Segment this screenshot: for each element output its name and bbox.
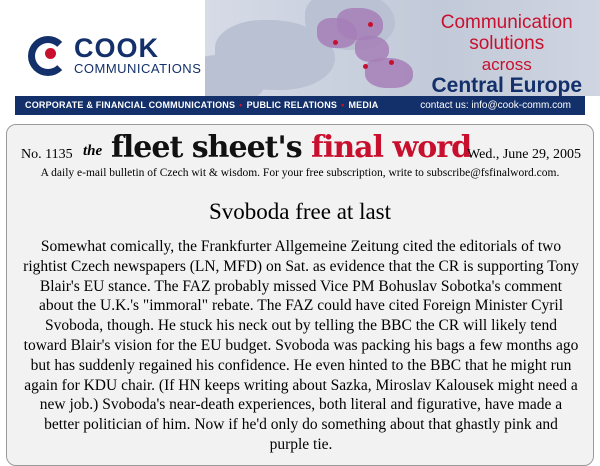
contact-email-link[interactable]: contact us: info@cook-comm.com bbox=[420, 100, 571, 111]
newsletter-panel bbox=[6, 124, 594, 466]
banner-nav-bar: CORPORATE & FINANCIAL COMMUNICATIONS • PUBLIC RELATIONS • MEDIA contact us: info@cook-comm.com bbox=[15, 96, 585, 115]
subscription-line: A daily e-mail bulletin of Czech wit & wisdom. For your free subscription, write to subscribe@fsfinalword.com. bbox=[40, 167, 560, 179]
europe-map-image bbox=[205, 0, 600, 96]
issue-number: No. 1135 bbox=[21, 147, 73, 162]
masthead-the: the bbox=[83, 143, 103, 159]
logo-dot-icon bbox=[45, 48, 56, 59]
issue-date: Wed., June 29, 2005 bbox=[467, 147, 581, 162]
map-dot-prague bbox=[333, 40, 338, 45]
map-dot-warsaw bbox=[368, 22, 373, 27]
masthead-final-word: final word bbox=[311, 130, 472, 165]
article-body: Somewhat comically, the Frankfurter Allgemeine Zeitung cited the editorials of two rightist Czech newspapers (LN, MFD) on Sat. as evidence that the CR is supporting Tony Blair's EU stance. The FAZ probably missed Vice PM Bohuslav Sobotka's comment about the U.K.'s "immoral" rebate. The FAZ could have cited Foreign Minister Cyril Svoboda, though. He stuck his neck out by telling the BBC the CR will likely tend toward Blair's vision for the EU budget. Svoboda was packing his bags a few months ago but has suddenly regained his confidence. He even hinted to the BBC that he might run again for KDU chair. (If HN keeps writing about Sazka, Miroslav Kalousek might need a new job.) Svoboda's near-death experiences, both literal and figurative, have made a better politician of him. Now if he'd only do something about that ghastly pink and purple tie. bbox=[23, 238, 579, 453]
masthead-fleet-sheet: fleet sheet's bbox=[111, 130, 302, 165]
banner-tagline: Communication solutions across Central Europe bbox=[431, 12, 582, 96]
logo-name: COOK bbox=[74, 33, 159, 63]
nav-link-public-relations[interactable]: PUBLIC RELATIONS bbox=[246, 100, 338, 110]
logo-subtitle: COMMUNICATIONS bbox=[74, 61, 202, 76]
masthead-title bbox=[111, 131, 471, 165]
map-dot-budapest bbox=[363, 64, 368, 69]
nav-link-corporate[interactable]: CORPORATE & FINANCIAL COMMUNICATIONS bbox=[25, 100, 236, 110]
cook-banner[interactable] bbox=[0, 0, 600, 120]
article-headline: Svoboda free at last bbox=[208, 199, 392, 224]
nav-link-media[interactable]: MEDIA bbox=[348, 100, 379, 110]
map-dot-bucharest bbox=[389, 60, 394, 65]
cook-logo[interactable] bbox=[28, 32, 208, 82]
